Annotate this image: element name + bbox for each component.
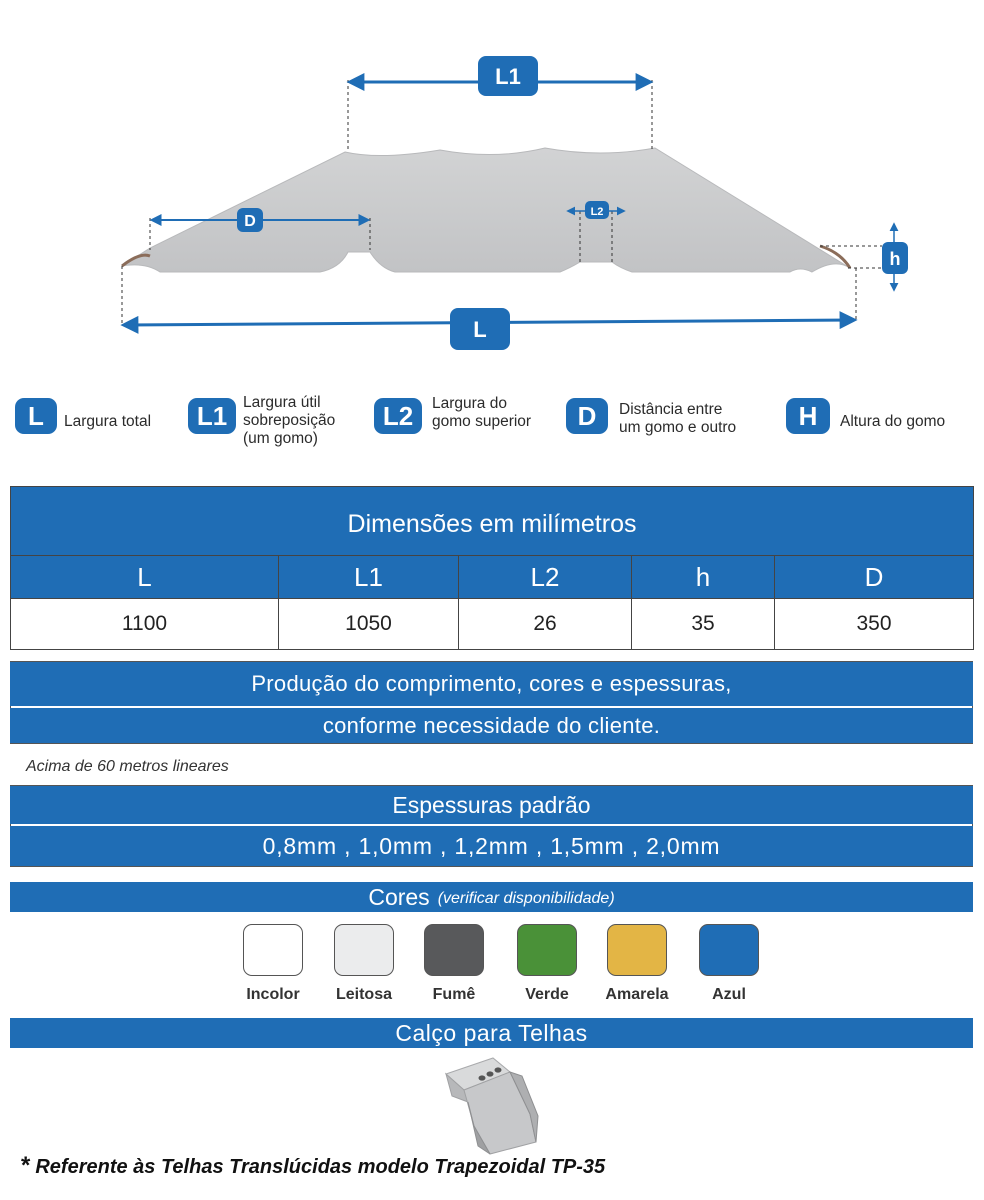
value-l2: 26 [459,599,632,650]
footnote-asterisk: * [20,1152,30,1179]
dimensions-header-row [11,556,974,599]
header-l2: L2 [459,556,632,599]
header-h: h [632,556,775,599]
d-label-badge [237,208,263,232]
colors-title-bar [10,882,973,912]
footnote [20,1152,605,1180]
dimensions-table [10,486,974,650]
legend-text-l1: Largura útil sobreposição (um gomo) [243,394,336,447]
svg-text:D: D [244,213,256,230]
h-label-badge [882,242,908,274]
legend-text-l: Largura total [64,413,152,430]
thickness-title: Espessuras padrão [10,786,973,824]
production-line-1: Produção do comprimento, cores e espessuras, [10,662,973,706]
color-swatch-azul [699,924,759,976]
roof-sheet-diagram [0,0,984,370]
footnote-text: Referente às Telhas Translúcidas modelo Trapezoidal TP-35 [35,1156,606,1178]
legend-text-d: Distância entre um gomo e outro [619,401,737,436]
roof-sheet [122,148,850,272]
value-l: 1100 [11,599,279,650]
legend-badge-l: L [15,398,57,434]
color-swatch-amarela [607,924,667,976]
svg-text:L1: L1 [495,64,521,89]
value-l1: 1050 [279,599,459,650]
dimensions-title: Dimensões em milímetros [11,487,974,556]
legend-text-l2: Largura do gomo superior [432,395,532,430]
color-label-amarela: Amarela [605,986,669,1003]
colors-title: Cores [368,883,430,910]
header-l1: L1 [279,556,459,599]
color-label-fume: Fumê [432,986,476,1003]
color-label-azul: Azul [712,986,746,1003]
header-l: L [11,556,279,599]
svg-text:L: L [473,317,487,342]
l-label-badge [450,308,510,350]
legend-badge-h: H [786,398,830,434]
thickness-values: 0,8mm , 1,0mm , 1,2mm , 1,5mm , 2,0mm [10,826,973,866]
svg-text:L2: L2 [590,206,604,218]
value-d: 350 [775,599,974,650]
l1-label-badge [478,56,538,96]
production-line-2: conforme necessidade do cliente. [10,708,973,743]
value-h: 35 [632,599,775,650]
legend-badge-l2: L2 [374,398,422,434]
shim-title: Calço para Telhas [10,1018,973,1048]
color-label-incolor: Incolor [246,986,300,1003]
color-swatch-fume [424,924,484,976]
color-swatch-incolor [243,924,303,976]
header-d: D [775,556,974,599]
color-label-leitosa: Leitosa [335,986,392,1003]
production-note: Acima de 60 metros lineares [26,758,229,775]
color-label-verde: Verde [525,986,569,1003]
colors-subtitle: (verificar disponibilidade) [437,890,615,907]
legend-badge-l1: L1 [188,398,236,434]
svg-text:h: h [889,249,901,269]
color-swatch-verde [517,924,577,976]
legend-badge-d: D [566,398,608,434]
color-swatch-leitosa [334,924,394,976]
legend-text-h: Altura do gomo [840,413,946,430]
dimensions-value-row [11,599,974,650]
l2-label-badge [585,201,609,219]
tile-shim-image [438,1054,544,1158]
